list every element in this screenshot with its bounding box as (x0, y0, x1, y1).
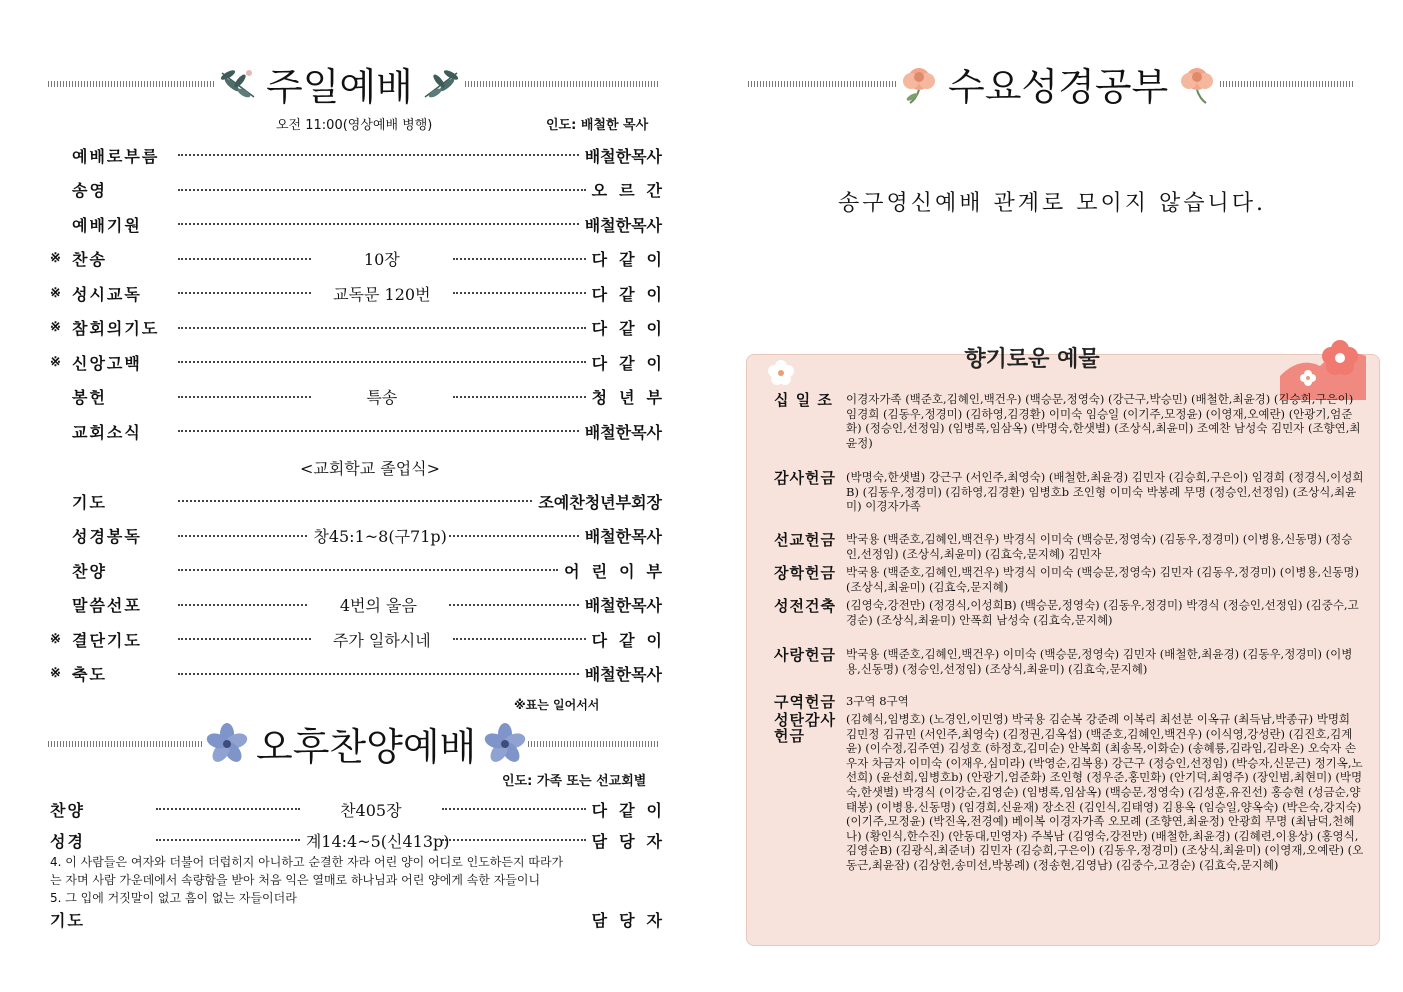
dot-leader (453, 638, 586, 640)
row-who: 배철한목사 (584, 422, 662, 442)
row-detail: 특송 (366, 388, 398, 407)
worship-row (50, 523, 662, 549)
row-name: 기도 (72, 492, 107, 512)
row-name: 성경 (50, 831, 85, 851)
row-who: 배철한목사 (584, 215, 662, 235)
row-who: 다같이 (591, 250, 674, 269)
peach-flower-icon (1174, 61, 1220, 107)
row-detail: 찬405장 (340, 800, 402, 820)
offering-type: 사랑헌금 (774, 646, 836, 664)
worship-row (50, 592, 662, 618)
wednesday-header (748, 56, 1354, 111)
row-name: 신앙고백 (72, 353, 142, 373)
dot-leader (178, 500, 532, 502)
offering-donors: 박국용 (백준호,김혜인,백건우) 박경식 이미숙 (백승문,정영숙) 김민자 (김동우,정경미) (이병용,신동명) (조상식,최윤미) (김효숙,문지혜) (846, 565, 1360, 594)
offering-donors: (김영숙,강전만) (정경식,이성희B) (백승문,정영숙) (김동우,정경미) 박경식 (정승인,선정임) (김중수,고경순) (조상식,최윤미) 안폭희 남성숙 (김효숙,문지혜) (846, 598, 1359, 627)
dot-leader (178, 258, 311, 260)
standing-mark: ※ (50, 251, 61, 266)
offering-type: 선교헌금 (774, 531, 836, 549)
row-name (50, 908, 146, 931)
offering-row (774, 470, 1364, 514)
row-who: 담당자 (591, 910, 674, 930)
worship-row (50, 488, 662, 514)
row-name: 찬송 (72, 250, 107, 269)
offering-title: 향기로운 예물 (964, 347, 1100, 372)
right-page (702, 0, 1403, 992)
dotted-rule (465, 81, 658, 87)
worship-row (50, 211, 662, 237)
row-detail: 계14:4~5(신413p) (305, 831, 450, 851)
verse-line: 는 자며 사람 가운데에서 속량함을 받아 처음 익은 열매로 하나님과 어린 양에게 속한 자들이니 (50, 873, 541, 887)
worship-row (50, 796, 674, 822)
dot-leader (156, 808, 300, 810)
row-name: 교회소식 (72, 422, 142, 442)
row-name: 말씀선포 (72, 596, 142, 615)
worship-row (50, 384, 674, 410)
row-who: 다같이 (591, 630, 674, 650)
worship-row (50, 246, 674, 272)
dot-leader (449, 535, 578, 537)
offering-type: 장학헌금 (774, 564, 836, 582)
ceremony-heading: <교회학교 졸업식> (299, 459, 441, 478)
standing-mark: ※ (50, 666, 61, 681)
afternoon-service-header (48, 716, 658, 771)
verse-line: 4. 이 사람들은 여자와 더불어 더럽히지 아니하고 순결한 자라 어린 양이 어디로 인도하든지 따라가 (50, 855, 564, 869)
standing-mark: ※ (50, 354, 61, 370)
dot-leader (178, 327, 586, 329)
standing-mark: ※ (50, 631, 61, 647)
dot-leader (178, 535, 307, 537)
row-who: 오르간 (591, 181, 674, 200)
offering-donors: (박명숙,한샛별) 강근구 (서인주,최영숙) (배철한,최윤경) 김민자 (김승희,구은이) 임경희 (정경식,이성희B) (김동우,정경미) (김하영,김경환) 임병호b 조인형 이미숙 박봉례 무명 (정승인,선정임) (조상식,최윤미) 이경자가족 (846, 470, 1364, 514)
row-who: 조예찬청년부회장 (538, 492, 662, 512)
dot-leader (442, 808, 586, 810)
pink-flower-icon (1280, 336, 1366, 400)
row-who: 담당자 (591, 831, 674, 851)
row-name: 성시교독 (72, 284, 142, 304)
wednesday-title: 수요성경공부 (948, 65, 1169, 109)
dot-leader (453, 396, 586, 398)
worship-row (50, 827, 674, 853)
dot-leader (178, 673, 579, 675)
offering-type: 구역헌금 (774, 693, 836, 711)
sunday-service-title: 주일예배 (266, 65, 413, 109)
worship-row (50, 315, 674, 341)
sunday-service-header (48, 56, 658, 111)
service-time: 오전 11:00(영상예배 병행) (276, 118, 433, 133)
offering-type: 감사헌금 (774, 469, 836, 487)
standing-mark: ※ (50, 285, 61, 301)
offering-donors: 박국용 (백준호,김혜인,백건우) 이미숙 (백승문,정영숙) 김민자 (배철한,최윤경) (김동우,정경미) (이병용,신동명) (정승인,선정임) (조상식,최윤미) (김효숙,문지혜) (846, 647, 1353, 676)
offering-row (774, 565, 1364, 594)
row-name: 송영 (72, 181, 107, 200)
afternoon-service-title: 오후찬양예배 (256, 725, 477, 769)
prayer-row (50, 906, 674, 932)
offering-row (774, 647, 1364, 676)
worship-row (50, 142, 662, 168)
row-name: 봉헌 (72, 388, 107, 407)
offering-type: 성탄감사 헌금 (774, 711, 836, 745)
dot-leader (449, 604, 578, 606)
worship-row (50, 626, 674, 652)
offering-row (774, 598, 1364, 627)
row-detail: 4번의 울음 (339, 596, 417, 615)
row-name: 예배로부름 (72, 146, 160, 166)
offering-type: 십 일 조 (774, 391, 833, 409)
row-detail: 주가 일하시네 (332, 630, 431, 650)
dot-leader (178, 292, 311, 294)
offering-donors: 이경자가족 (백준호,김혜인,백건우) (백승문,정영숙) (강근구,박승민) (배철한,최윤경) (김승희,구은이) 임경희 (김동우,정경미) (김하영,김경환) 이미숙 임승일 (이기주,모정윤) (이영재,오예란) (안광기,엄준화) (정승인,선정임) (임병록,임삼옥) (박명숙,한샛별) (조상식,최윤미) 조예찬 남성숙 김민자 (조향연,최윤정) (846, 392, 1361, 450)
row-who: 다같이 (591, 353, 674, 373)
row-detail: 교독문 120번 (333, 284, 431, 304)
dot-leader (178, 430, 579, 432)
offering-row (774, 392, 1364, 450)
offering-donors: 박국용 (백준호,김혜인,백건우) 박경식 이미숙 (백승문,정영숙) (김동우,정경미) (이병용,신동명) (정승인,선정임) (조상식,최윤미) (김효숙,문지혜) 김민자 (846, 532, 1353, 561)
row-who: 다같이 (591, 319, 674, 338)
scripture-verse (50, 853, 670, 907)
offering-row (774, 694, 1364, 710)
standing-note: ※표는 일어서서 (514, 698, 600, 712)
worship-row (50, 177, 674, 203)
dotted-rule (748, 81, 896, 87)
row-who: 배철한목사 (584, 146, 662, 166)
row-who: 어린이부 (564, 561, 674, 581)
dot-leader (178, 223, 579, 225)
offering-row (774, 712, 1364, 873)
dot-leader (178, 569, 558, 571)
dotted-rule (48, 741, 204, 747)
row-who: 배철한목사 (584, 596, 662, 615)
row-who: 청년부 (591, 388, 674, 407)
blue-flower-icon (204, 721, 250, 767)
dotted-rule (48, 81, 214, 87)
row-who: 배철한목사 (584, 665, 662, 684)
dot-leader (178, 189, 586, 191)
row-detail: 10장 (363, 250, 400, 269)
blue-flower-icon (482, 721, 528, 767)
worship-row (50, 280, 674, 306)
worship-row (50, 661, 662, 687)
dotted-rule (528, 741, 658, 747)
row-name: 결단기도 (72, 630, 142, 650)
pink-flower-icon (766, 358, 796, 388)
dot-leader (178, 638, 311, 640)
service-leader: 인도: 배철한 목사 (546, 118, 649, 133)
row-name: 축도 (72, 665, 107, 684)
prayer-label: 기도 (50, 910, 85, 930)
dot-leader (453, 258, 586, 260)
dot-leader (178, 154, 579, 156)
standing-mark: ※ (50, 320, 61, 335)
row-who: 다같이 (591, 284, 674, 304)
dot-leader (453, 292, 586, 294)
worship-row (50, 418, 662, 444)
dot-leader (178, 604, 307, 606)
leaf-branch-icon (214, 61, 260, 107)
peach-flower-icon (896, 61, 942, 107)
offering-type: 성전건축 (774, 597, 836, 615)
offering-donors: (김혜식,임병호) (노경인,이민영) 박국용 김순복 강준례 이복리 최선분 이옥규 (최득남,박종규) 박명희 김민정 김규민 (서인주,최영숙) (김정권,김옥섭) (백준호,김혜인,백건우) (이식영,강성란) (김진호,김계윤) (이수정,김주연) 김성호 (하정호,김미순) 안복희 (최송목,이화순) (송혜룡,김라임,김라온) 오숙자 손우자 차금자 이미숙 (이재우,심미라) (박영순,김복용) 강근구 (정승인,선정임) (박승자,신문근) 정기옥,노선희) (윤선희,임병호b) (안광기,엄준화) 조인형 (정우준,홍민화) (안기덕,최영주) (장인범,최현미) (박명숙,한샛별) 박경식 (이강순,김영순) (임병록,임삼옥) (백승문,정영숙) (김성훈,유진선) 홍승현 (성금순,양태봉) (이병용,신동명) (임경희,신윤재) 장소진 (김인식,김태영) 김용옥 (임승일,양옥숙) (박은숙,강지숙) (이기주,모정윤) (박진옥,전경예) 베이복 이경자가족 오모례 (조향연,최윤정) 안광희 무명 (최남덕,천혜나) (황인식,한수진) (안동대,민영자) 주복남 (김영숙,강전만) (배철한,최윤경) (김혜련,이용상) (홍영식,김영순B) (김광식,최준녀) 김민자 (김승희,구은이) (김동우,정경미) (조상식,최윤미) (이영재,오예란) (오동근,최윤잠) (김상헌,송미선,박봉례) (정송현,김영남) (김중수,고경순) (김효숙,문지혜) (846, 712, 1364, 872)
row-name: 참회의기도 (72, 319, 160, 338)
row-name: 성경봉독 (72, 527, 142, 546)
row-name: 찬양 (72, 561, 107, 581)
dot-leader (442, 839, 586, 841)
dot-leader (156, 839, 300, 841)
offering-row (774, 532, 1364, 561)
offering-donors: 3구역 8구역 (846, 694, 909, 708)
verse-line: 5. 그 입에 거짓말이 없고 흠이 없는 자들이더라 (50, 891, 297, 905)
wednesday-message: 송구영신예배 관계로 모이지 않습니다. (837, 191, 1266, 216)
leaf-branch-icon (419, 61, 465, 107)
afternoon-leader: 인도: 가족 또는 선교회별 (502, 774, 647, 789)
row-name: 예배기원 (72, 215, 142, 235)
dot-leader (178, 396, 311, 398)
row-name: 찬양 (50, 800, 85, 820)
worship-row (50, 557, 674, 583)
row-who: 다같이 (591, 800, 674, 820)
row-who: 배철한목사 (584, 527, 662, 546)
dot-leader (178, 361, 586, 363)
worship-row (50, 349, 674, 375)
row-detail: 창45:1~8(구71p) (313, 527, 447, 546)
dotted-rule (1220, 81, 1354, 87)
